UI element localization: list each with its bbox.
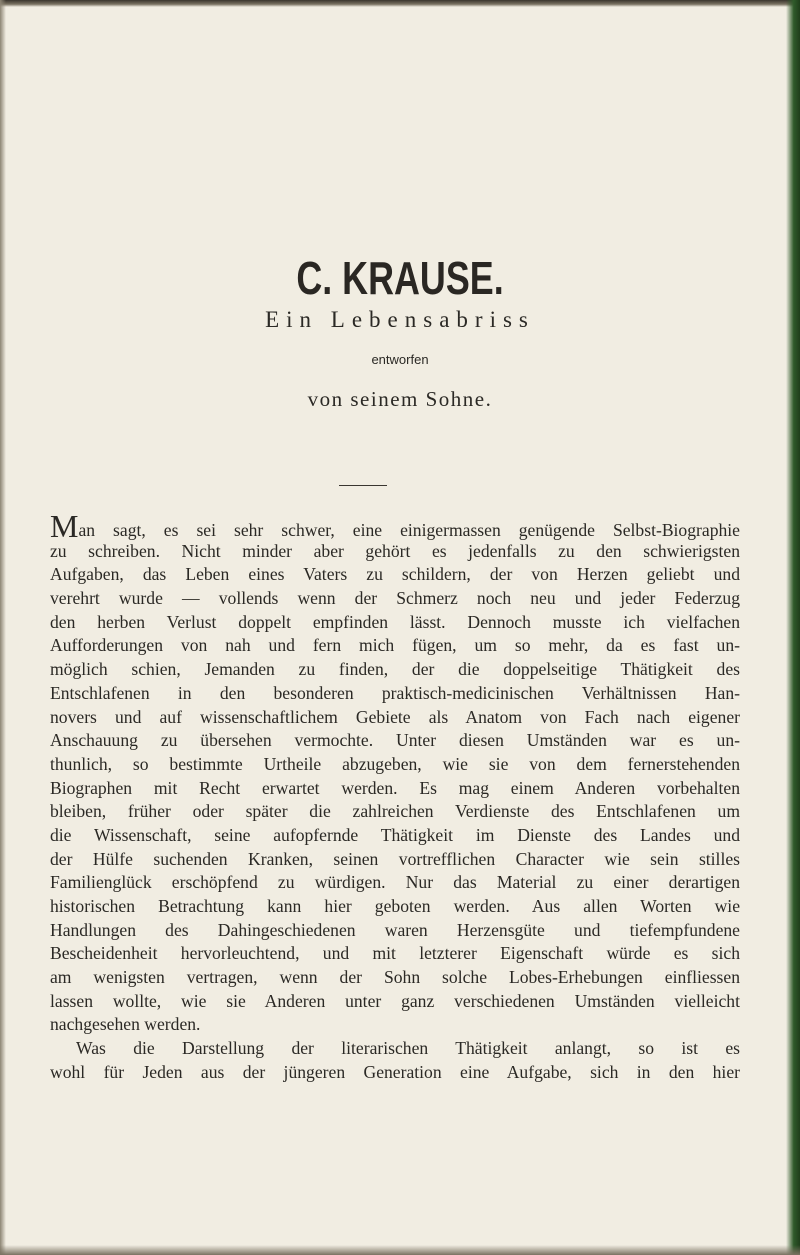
page-edge-right [786, 0, 800, 1255]
text-line: Was die Darstellung der literarischen Thätigkeit anlangt, so ist es [76, 1038, 740, 1059]
subtitle: Ein Lebensabriss [265, 307, 535, 332]
text-line: Familienglück erschöpfend zu würdigen. Nur das Material zu einer derartigen [50, 872, 740, 893]
text-line: wohl für Jeden aus der jüngeren Generation eine Aufgabe, sich in den hier [50, 1061, 740, 1082]
text-line: Handlungen des Dahingeschiedenen waren Herzensgüte und tiefempfundene [50, 919, 740, 940]
text-line: am wenigsten vertragen, wenn der Sohn solche Lobes-Erhebungen einfliessen [50, 967, 740, 988]
text-line: Aufgaben, das Leben eines Vaters zu schildern, der von Herzen geliebt und [50, 564, 740, 585]
text-line: nachgesehen werden. [50, 1014, 201, 1035]
text-line: Entschlafenen in den besonderen praktisch-medicinischen Verhältnissen Han- [50, 682, 740, 703]
drop-cap: M [50, 508, 79, 544]
text-line: historischen Betrachtung kann hier geboten werden. Aus allen Worten wie [50, 896, 740, 916]
text-line [50, 508, 740, 544]
text-line: Anschauung zu übersehen vermochte. Unter diesen Umständen war es un- [50, 730, 740, 751]
text-line: möglich schien, Jemanden zu finden, der die doppelseitige Thätigkeit des [50, 659, 740, 680]
text-line: die Wissenschaft, seine aufopfernde Thätigkeit im Dienste des Landes und [50, 824, 740, 845]
subtitle-author: von seinem Sohne. [307, 387, 493, 411]
text-line: den herben Verlust doppelt empfinden lässt. Dennoch musste ich vielfachen [50, 611, 740, 632]
text-line: thunlich, so bestimmte Urtheile abzugeben, wie sie von dem fernerstehenden [50, 753, 740, 774]
text-line: verehrt wurde — vollends wenn der Schmerz noch neu und jeder Federzug [50, 588, 740, 609]
page-edge-top [0, 0, 800, 7]
text-line: Biographen mit Recht erwartet werden. Es mag einem Anderen vorbehalten [50, 777, 740, 798]
text-line: zu schreiben. Nicht minder aber gehört es jedenfalls zu den schwierigsten [50, 540, 740, 561]
divider-rule [339, 485, 387, 486]
text-line: Aufforderungen von nah und fern mich fügen, um so mehr, da es fast un- [50, 635, 740, 656]
text-line: Bescheidenheit hervorleuchtend, und mit letzterer Eigenschaft würde es sich [50, 943, 740, 964]
text-line-content: an sagt, es sei sehr schwer, eine einigermassen genügende Selbst-Biographie [78, 520, 740, 540]
page-title: C. KRAUSE. [296, 252, 504, 304]
body-text [50, 508, 740, 1085]
text-line: bleiben, früher oder später die zahlreichen Verdienste des Entschlafenen um [50, 801, 740, 822]
text-line: novers und auf wissenschaftlichem Gebiete als Anatom von Fach nach eigener [50, 706, 740, 727]
subtitle-small: entworfen [371, 352, 429, 367]
text-line: der Hülfe suchenden Kranken, seinen vortrefflichen Character wie sein stilles [50, 848, 740, 869]
page-edge-bottom [0, 1245, 800, 1255]
text-line: lassen wollte, wie sie Anderen unter ganz verschiedenen Umständen vielleicht [50, 990, 740, 1011]
page-edge-left [0, 0, 6, 1255]
